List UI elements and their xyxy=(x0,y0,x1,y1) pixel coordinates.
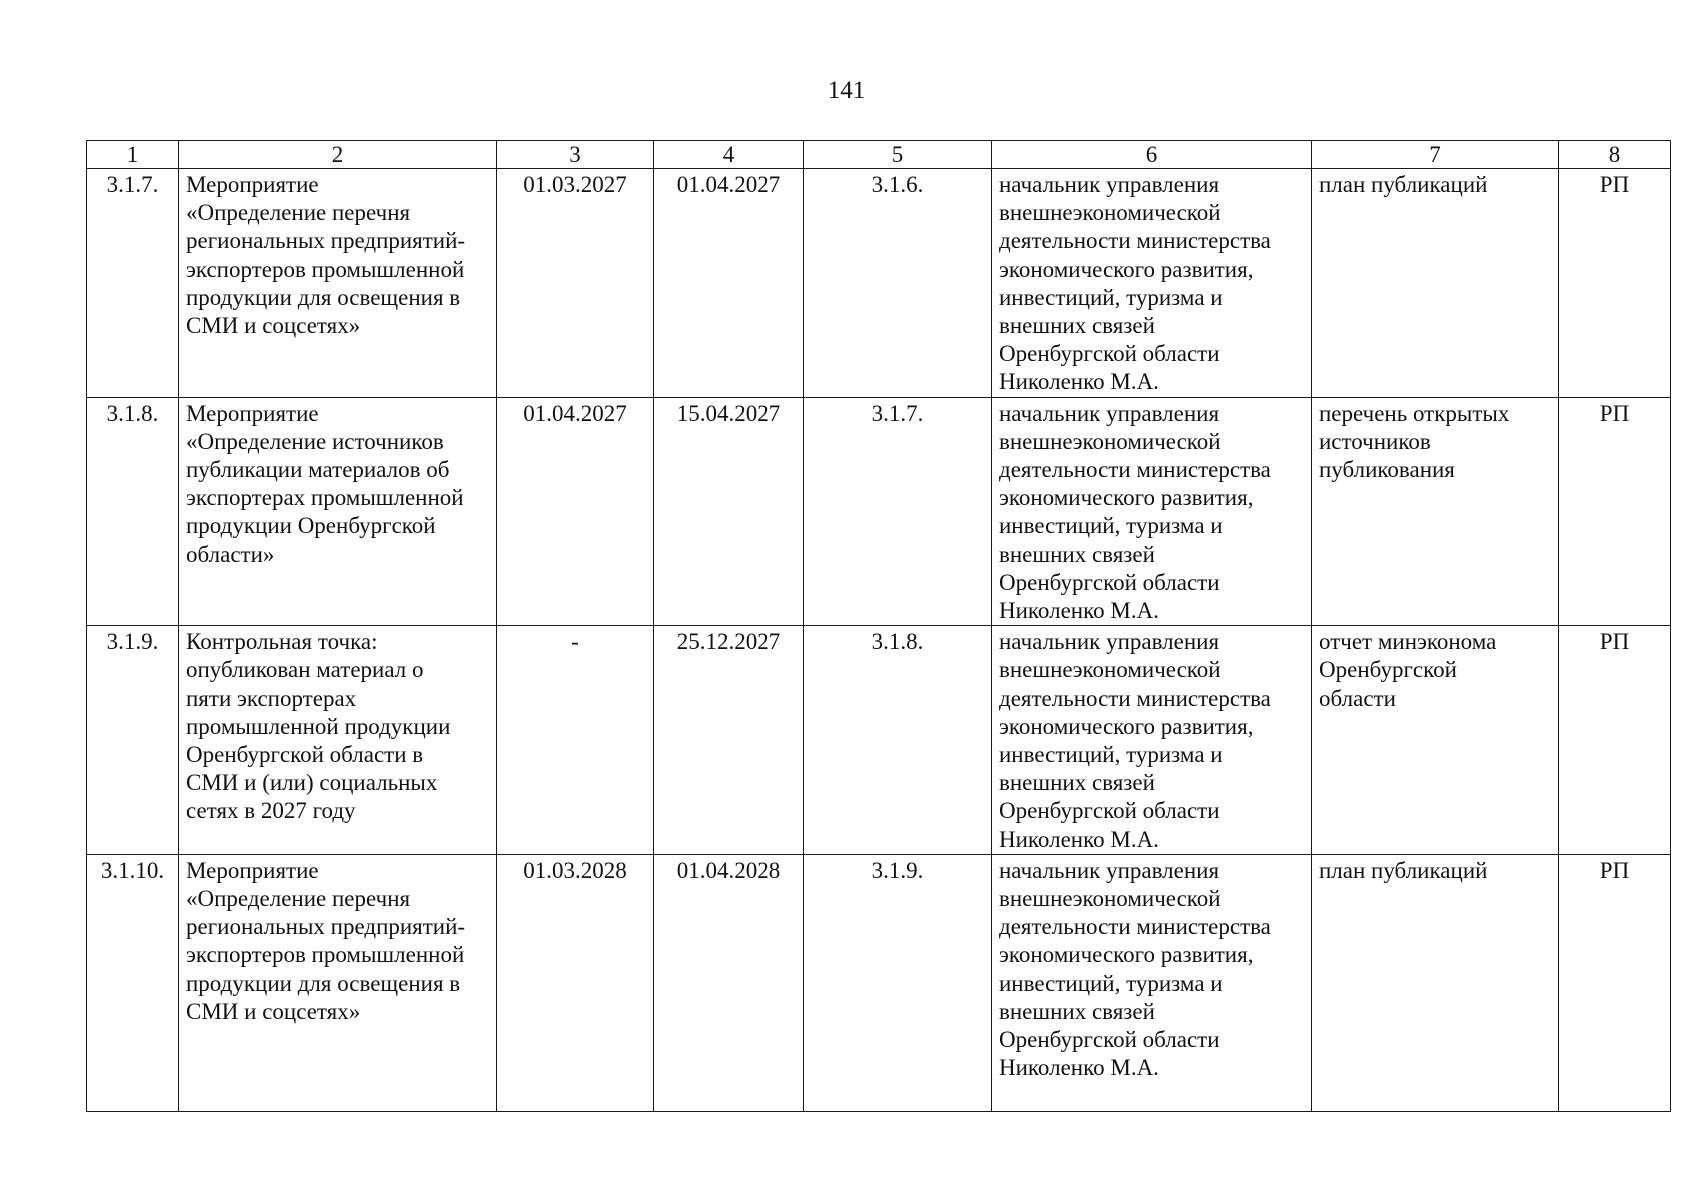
column-header: 3 xyxy=(497,141,654,169)
predecessor: 3.1.6. xyxy=(804,169,992,398)
column-header: 4 xyxy=(654,141,804,169)
item-number: 3.1.9. xyxy=(87,626,179,855)
item-name: Мероприятие «Определение перечня региональных предприятий- экспортеров промышленной продукции для освещения в СМИ и соцсетях» xyxy=(179,854,497,1111)
start-date: - xyxy=(497,626,654,855)
schedule-table xyxy=(86,140,1671,1112)
end-date: 01.04.2027 xyxy=(654,169,804,398)
item-number: 3.1.10. xyxy=(87,854,179,1111)
table-row xyxy=(87,626,1671,855)
predecessor: 3.1.7. xyxy=(804,397,992,626)
item-name: Мероприятие «Определение перечня региональных предприятий- экспортеров промышленной продукции для освещения в СМИ и соцсетях» xyxy=(179,169,497,398)
column-header: 1 xyxy=(87,141,179,169)
start-date: 01.03.2028 xyxy=(497,854,654,1111)
control-level: РП xyxy=(1559,169,1671,398)
result-document: отчет минэконома Оренбургской области xyxy=(1312,626,1559,855)
item-number: 3.1.8. xyxy=(87,397,179,626)
table-row xyxy=(87,169,1671,398)
column-header: 2 xyxy=(179,141,497,169)
responsible-person: начальник управления внешнеэкономической деятельности министерства экономического развития, инвестиций, туризма и внешних связей Оренбургской области Николенко М.А. xyxy=(992,854,1312,1111)
table-header-row xyxy=(87,141,1671,169)
control-level: РП xyxy=(1559,626,1671,855)
end-date: 15.04.2027 xyxy=(654,397,804,626)
start-date: 01.04.2027 xyxy=(497,397,654,626)
predecessor: 3.1.9. xyxy=(804,854,992,1111)
responsible-person: начальник управления внешнеэкономической деятельности министерства экономического развития, инвестиций, туризма и внешних связей Оренбургской области Николенко М.А. xyxy=(992,397,1312,626)
result-document: план публикаций xyxy=(1312,854,1559,1111)
end-date: 01.04.2028 xyxy=(654,854,804,1111)
table-row xyxy=(87,397,1671,626)
control-level: РП xyxy=(1559,397,1671,626)
item-name: Контрольная точка: опубликован материал о пяти экспортерах промышленной продукции Оренбургской области в СМИ и (или) социальных сетях в 2027 году xyxy=(179,626,497,855)
column-header: 5 xyxy=(804,141,992,169)
page-number: 141 xyxy=(827,77,866,104)
result-document: перечень открытых источников публикования xyxy=(1312,397,1559,626)
column-header: 6 xyxy=(992,141,1312,169)
responsible-person: начальник управления внешнеэкономической деятельности министерства экономического развития, инвестиций, туризма и внешних связей Оренбургской области Николенко М.А. xyxy=(992,169,1312,398)
predecessor: 3.1.8. xyxy=(804,626,992,855)
item-number: 3.1.7. xyxy=(87,169,179,398)
responsible-person: начальник управления внешнеэкономической деятельности министерства экономического развития, инвестиций, туризма и внешних связей Оренбургской области Николенко М.А. xyxy=(992,626,1312,855)
table-row xyxy=(87,854,1671,1111)
column-header: 7 xyxy=(1312,141,1559,169)
result-document: план публикаций xyxy=(1312,169,1559,398)
start-date: 01.03.2027 xyxy=(497,169,654,398)
column-header: 8 xyxy=(1559,141,1671,169)
item-name: Мероприятие «Определение источников публикации материалов об экспортерах промышленной продукции Оренбургской области» xyxy=(179,397,497,626)
control-level: РП xyxy=(1559,854,1671,1111)
end-date: 25.12.2027 xyxy=(654,626,804,855)
